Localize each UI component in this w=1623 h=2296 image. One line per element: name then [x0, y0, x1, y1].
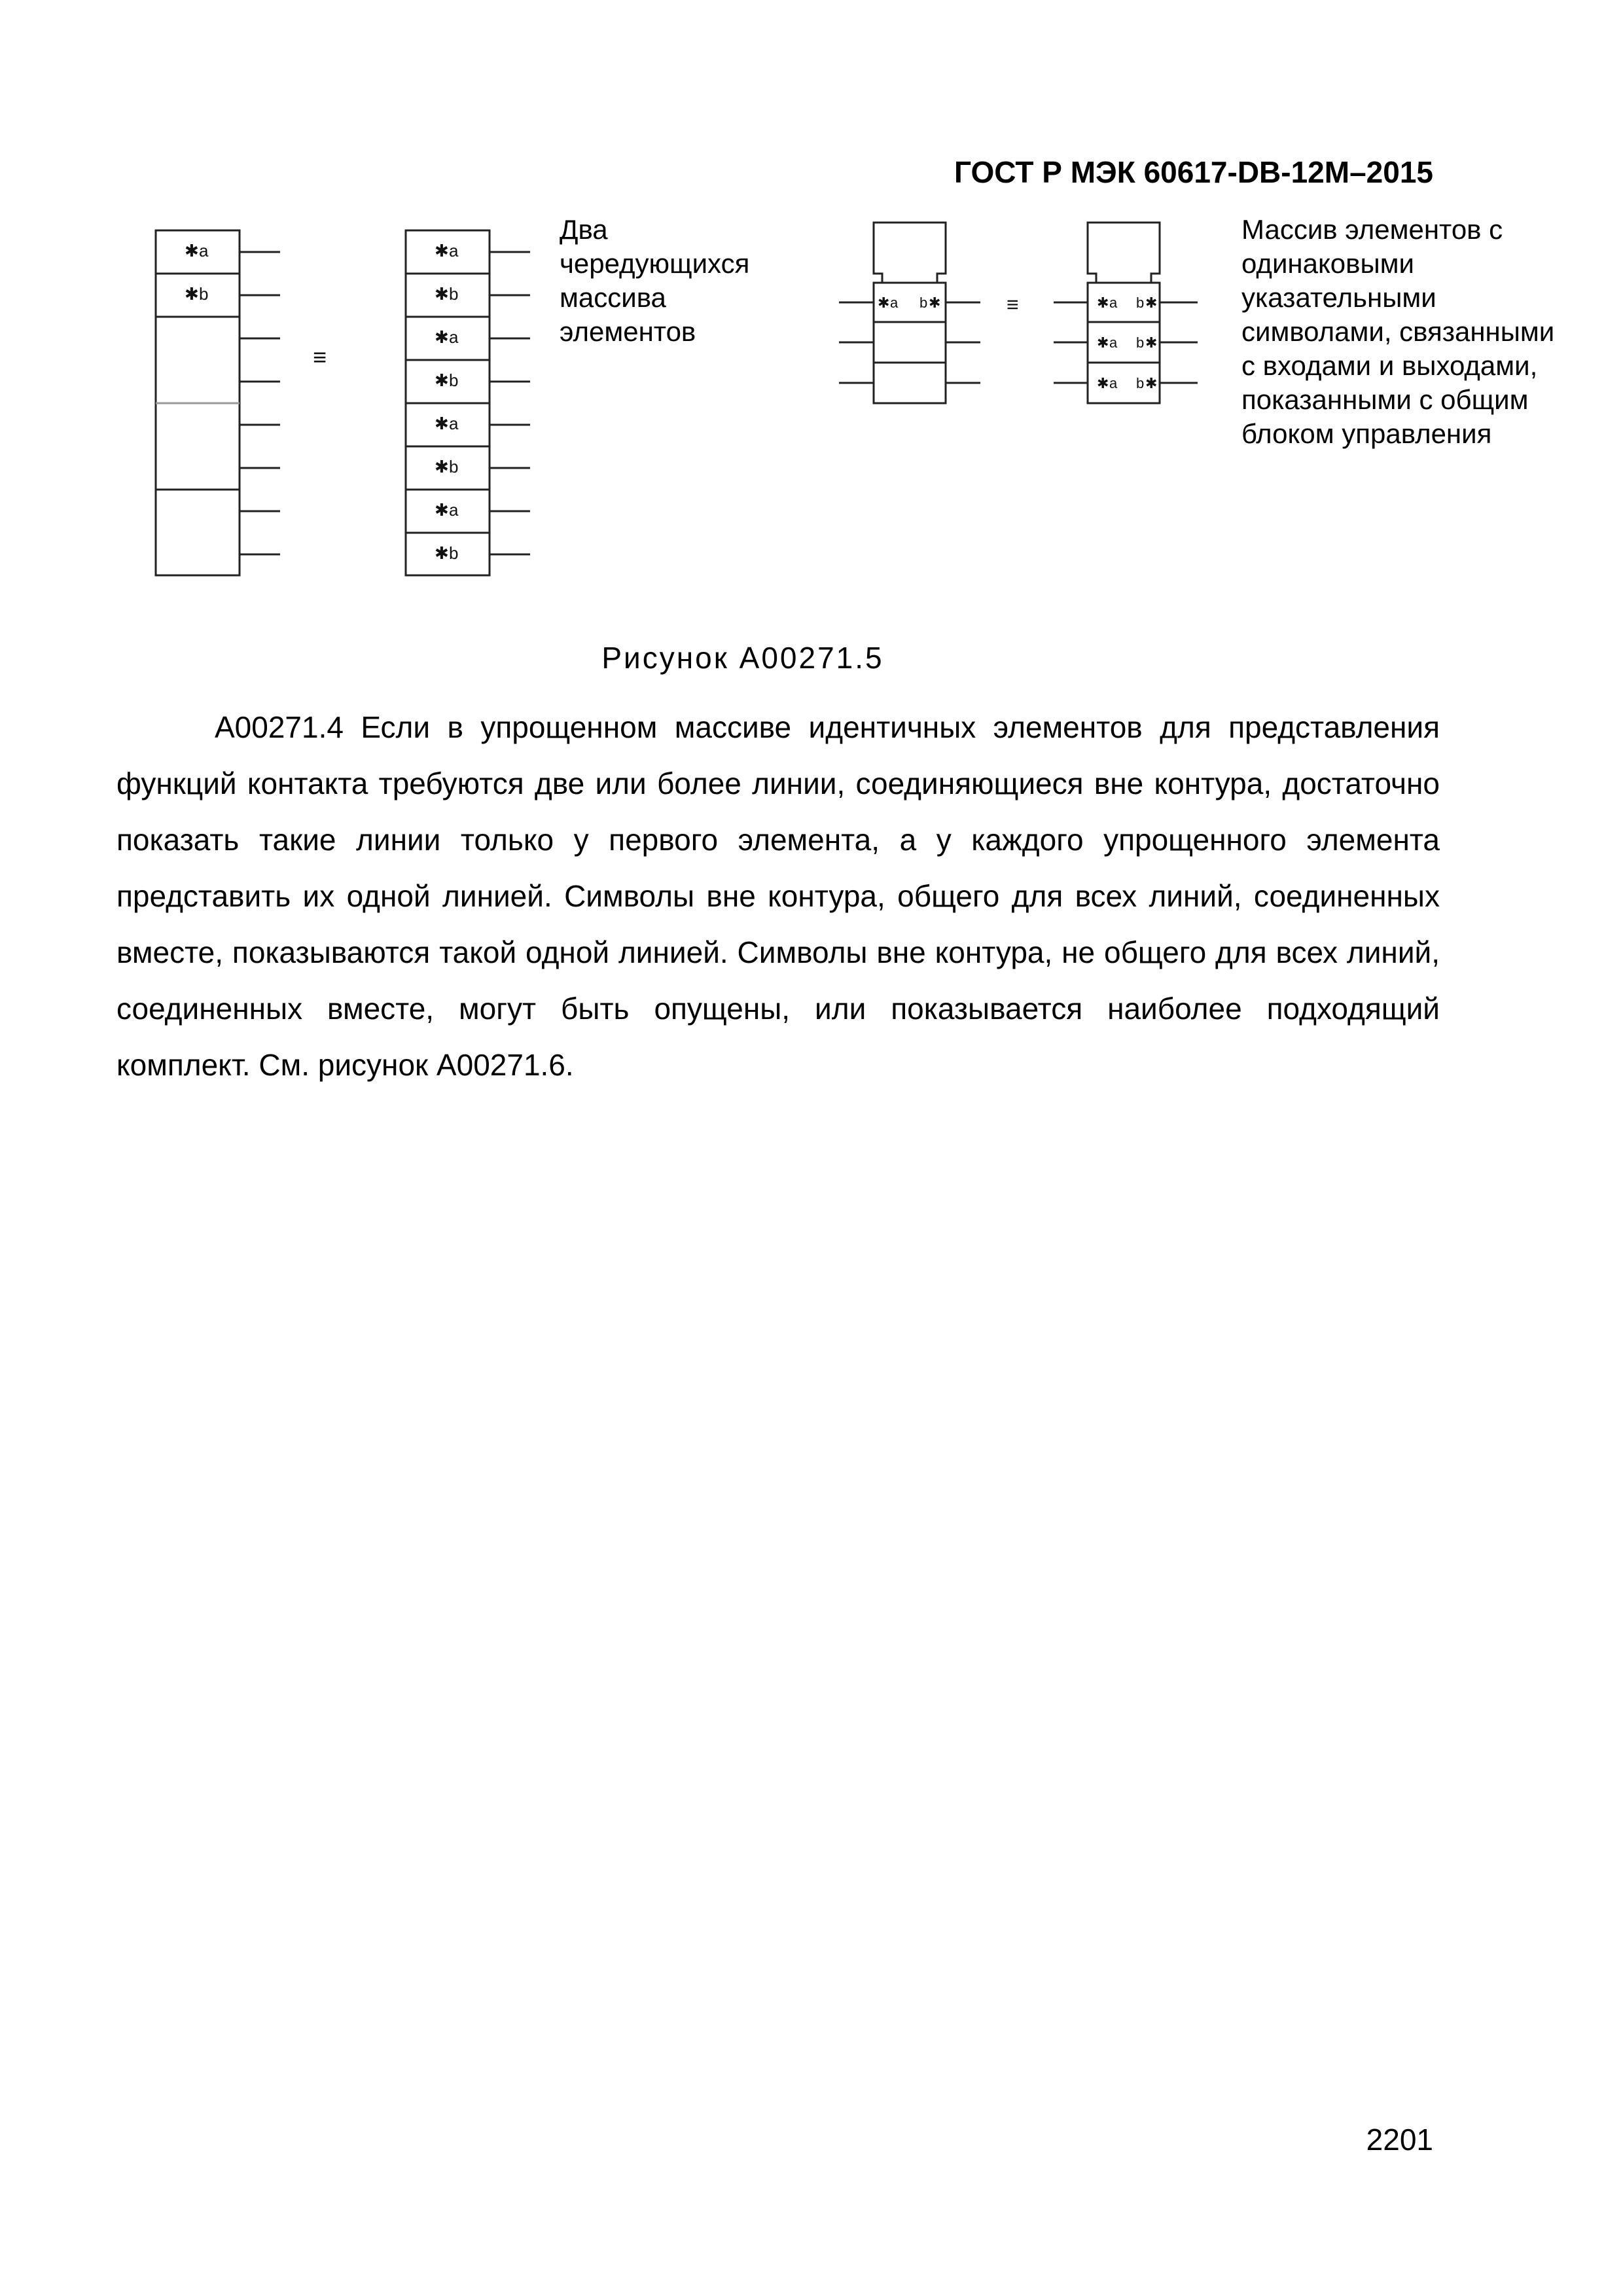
- figure-label-right: Массив элементов с одинаковыми указательными символами, связанными с входами и выходами, показанными с общим блоком управления: [1241, 214, 1555, 449]
- star-icon: ✱: [878, 295, 890, 311]
- star-icon: ✱: [929, 295, 941, 311]
- alternating-array-diagram: [406, 230, 530, 575]
- star-icon: ✱: [1145, 375, 1158, 391]
- star-icon: ✱: [435, 284, 449, 304]
- mark-b: b: [1136, 334, 1145, 351]
- body-paragraph: A00271.4 Если в упрощенном массиве идентичных элементов для представления функций контакта требуются две или более линии, соединяющиеся вне контура, достаточно показать такие линии только у первого элемента, а у каждого упрощенного элемента представить их одной линией. Символы вне контура, общего для всех линий, соединенных вместе, показываются такой одной линией. Символы вне контура, не общего для всех линий, соединенных вместе, могут быть опущены, или показывается наиболее подходящий комплект. См. рисунок A00271.6.: [116, 710, 1440, 1082]
- mark-b: b: [1136, 295, 1145, 311]
- page-number: 2201: [1366, 2123, 1433, 2157]
- star-icon: ✱: [1145, 295, 1158, 311]
- mark-b: b: [449, 457, 459, 476]
- mark-a: a: [1109, 295, 1118, 311]
- mark-a: a: [449, 500, 459, 520]
- mark-b: b: [919, 295, 928, 311]
- mark-b: b: [199, 284, 209, 304]
- figure-label-left: Два чередующихся массива элементов: [560, 214, 750, 347]
- mark-b: b: [1136, 375, 1145, 391]
- mark-a: a: [1109, 375, 1118, 391]
- mark-a: a: [199, 241, 209, 260]
- mark-a: a: [449, 414, 459, 433]
- mark-b: b: [449, 284, 459, 304]
- star-icon: ✱: [435, 500, 449, 520]
- star-icon: ✱: [435, 543, 449, 563]
- mark-b: b: [449, 543, 459, 563]
- star-icon: ✱: [435, 370, 449, 390]
- figure-caption: Рисунок A00271.5: [601, 641, 884, 675]
- star-icon: ✱: [1097, 375, 1109, 391]
- star-icon: ✱: [435, 241, 449, 260]
- mark-a: a: [1109, 334, 1118, 351]
- mark-a: a: [890, 295, 899, 311]
- star-icon: ✱: [1097, 295, 1109, 311]
- equivalence-symbol: ≡: [1007, 293, 1019, 316]
- star-icon: ✱: [435, 457, 449, 476]
- star-icon: ✱: [185, 241, 199, 260]
- simplified-array-diagram: [156, 230, 280, 575]
- star-icon: ✱: [1097, 334, 1109, 351]
- star-icon: ✱: [1145, 334, 1158, 351]
- document-standard-header: ГОСТ Р МЭК 60617-DB-12M–2015: [954, 155, 1433, 189]
- mark-a: a: [449, 241, 459, 260]
- control-block-full-diagram: [1054, 223, 1198, 403]
- star-icon: ✱: [435, 327, 449, 347]
- mark-a: a: [449, 327, 459, 347]
- star-icon: ✱: [435, 414, 449, 433]
- control-block-simplified-diagram: [839, 223, 980, 403]
- equivalence-symbol: ≡: [313, 344, 327, 370]
- mark-b: b: [449, 370, 459, 390]
- star-icon: ✱: [185, 284, 199, 304]
